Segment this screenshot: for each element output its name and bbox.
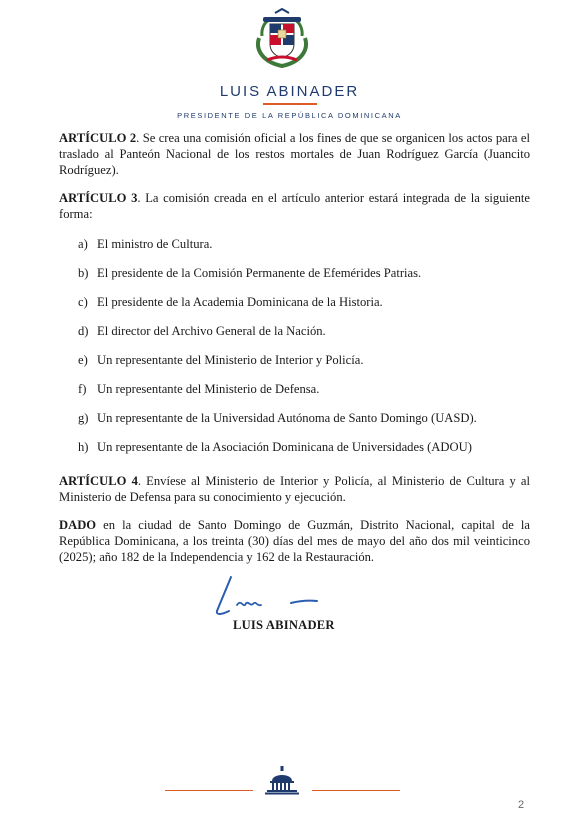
header-title: PRESIDENTE DE LA REPÚBLICA DOMINICANA: [177, 111, 402, 120]
article-3-label: ARTÍCULO 3: [59, 191, 138, 205]
list-marker: d): [78, 324, 89, 338]
signatory-name: LUIS ABINADER: [233, 618, 335, 632]
list-item-text: Un representante de la Universidad Autónoma de Santo Domingo (UASD).: [97, 411, 477, 425]
closing-label: DADO: [59, 518, 97, 532]
coat-of-arms-icon: [253, 8, 311, 68]
article-3: [59, 190, 530, 222]
article-2-text: . Se crea una comisión oficial a los fines de que se organicen los actos para el traslado al Panteón Nacional de los restos mortales de Juan Rodríguez García (Juancito Rodríguez).: [59, 131, 530, 177]
list-item: [78, 410, 477, 426]
closing-text: en la ciudad de Santo Domingo de Guzmán, Distrito Nacional, capital de la República Dominicana, a los treinta (30) días del mes de mayo del año dos mil veinticinco (2025); año 182 de la Independencia y 162 de la Restauración.: [59, 518, 530, 564]
list-marker: h): [78, 440, 89, 454]
list-marker: f): [78, 382, 87, 396]
footer-divider-right: [312, 790, 400, 791]
list-item-text: Un representante del Ministerio de Defensa.: [97, 382, 320, 396]
article-4-text: . Envíese al Ministerio de Interior y Policía, al Ministerio de Cultura y al Ministerio de Defensa para su conocimiento y ejecución.: [59, 474, 530, 504]
list-marker: g): [78, 411, 89, 425]
list-item: [78, 323, 326, 339]
page-number: 2: [518, 799, 525, 811]
article-3-text: . La comisión creada en el artículo anterior estará integrada de la siguiente forma:: [59, 191, 530, 221]
list-item: [78, 381, 319, 397]
list-item: [78, 294, 383, 310]
handwritten-signature: [207, 571, 325, 621]
article-4: [59, 473, 530, 505]
closing-paragraph: [59, 517, 530, 565]
list-item: [78, 352, 364, 368]
list-item-text: Un representante de la Asociación Dominicana de Universidades (ADOU): [97, 440, 472, 454]
article-4-label: ARTÍCULO 4: [59, 474, 138, 488]
list-marker: e): [78, 353, 88, 367]
list-item-text: Un representante del Ministerio de Interior y Policía.: [97, 353, 364, 367]
list-marker: b): [78, 266, 89, 280]
article-2-label: ARTÍCULO 2: [59, 131, 137, 145]
header-name: LUIS ABINADER: [219, 83, 360, 100]
list-item-text: El ministro de Cultura.: [97, 237, 213, 251]
list-marker: c): [78, 295, 88, 309]
list-item-text: El director del Archivo General de la Nación.: [97, 324, 326, 338]
footer-divider-left: [165, 790, 253, 791]
list-item-text: El presidente de la Academia Dominicana de la Historia.: [97, 295, 383, 309]
list-marker: a): [78, 237, 88, 251]
national-palace-icon: [264, 765, 300, 795]
article-2: [59, 130, 530, 178]
header-divider: [263, 103, 317, 105]
list-item: [78, 236, 212, 252]
list-item: [78, 439, 472, 455]
list-item-text: El presidente de la Comisión Permanente de Efemérides Patrias.: [97, 266, 422, 280]
list-item: [78, 265, 421, 281]
